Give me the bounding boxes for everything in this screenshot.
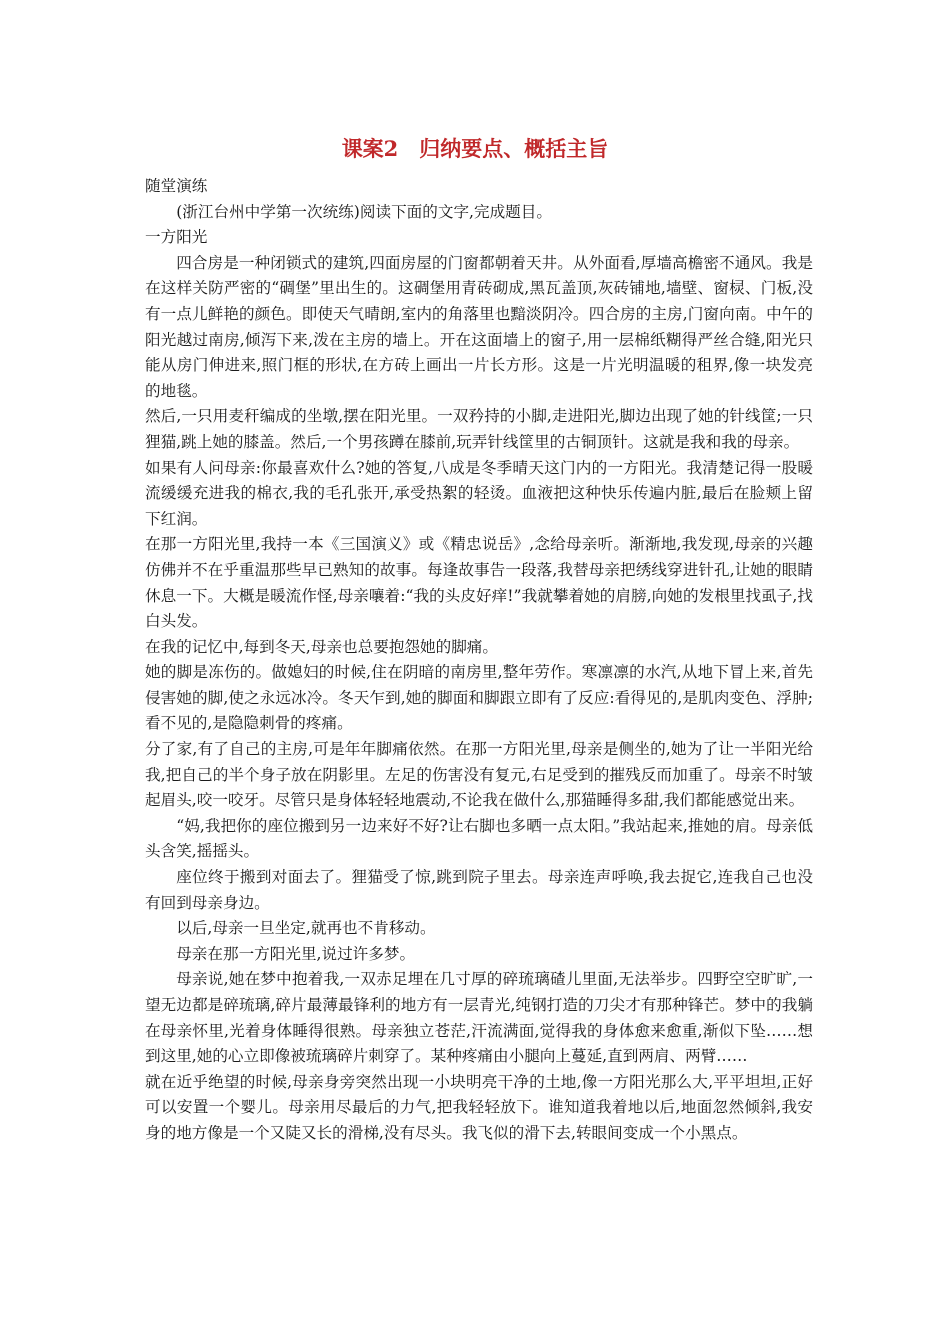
passage-paragraph: 在那一方阳光里,我持一本《三国演义》或《精忠说岳》,念给母亲听。渐渐地,我发现,母亲的兴趣仿佛并不在乎重温那些早已熟知的故事。每逢故事告一段落,我替母亲把绣线穿进针孔,让她的眼睛休息一下。大概是暖流作怪,母亲嚷着:“我的头皮好痒!”我就攀着她的肩膀,向她的发根里找虱子,找白头发。 bbox=[145, 535, 813, 631]
exercise-instruction: (浙江台州中学第一次统练)阅读下面的文字,完成题目。 bbox=[176, 202, 552, 221]
passage-paragraph: 就在近乎绝望的时候,母亲身旁突然出现一小块明亮干净的土地,像一方阳光那么大,平平坦坦,正好可以安置一个婴儿。母亲用尽最后的力气,把我轻轻放下。谁知道我着地以后,地面忽然倾斜,我安身的地方像是一个又陡又长的滑梯,没有尽头。我飞似的滑下去,转眼间变成一个小黑点。 bbox=[145, 1072, 813, 1142]
passage-title: 一方阳光 bbox=[145, 228, 208, 247]
passage-paragraph: 座位终于搬到对面去了。狸猫受了惊,跳到院子里去。母亲连声呼唤,我去捉它,连我自己也没有回到母亲身边。 bbox=[145, 868, 813, 912]
passage-paragraph: 母亲说,她在梦中抱着我,一双赤足埋在几寸厚的碎琉璃碴儿里面,无法举步。四野空空旷旷,一望无边都是碎琉璃,碎片最薄最锋利的地方有一层青光,纯钢打造的刀尖才有那种锋芒。梦中的我躺在母亲怀里,光着身体睡得很熟。母亲独立苍茫,汗流满面,觉得我的身体愈来愈重,渐似下坠……想到这里,她的心立即像被琉璃碎片刺穿了。某种疼痛由小腿向上蔓延,直到两肩、两臂…… bbox=[145, 970, 813, 1066]
section-label: 随堂演练 bbox=[145, 177, 208, 195]
passage-paragraph: 然后,一只用麦秆编成的坐墩,摆在阳光里。一双矜持的小脚,走进阳光,脚边出现了她的针线筐;一只狸猫,跳上她的膝盖。然后,一个男孩蹲在膝前,玩弄针线筐里的古铜顶针。这就是我和我的母亲。 bbox=[145, 407, 813, 451]
passage-paragraphs bbox=[145, 251, 813, 1147]
passage-paragraph: 四合房是一种闭锁式的建筑,四面房屋的门窗都朝着天井。从外面看,厚墙高檐密不通风。我是在这样关防严密的“碉堡”里出生的。这碉堡用青砖砌成,黑瓦盖顶,灰砖铺地,墙壁、窗棂、门板,没有一点儿鲜艳的颜色。即使天气晴朗,室内的角落里也黯淡阴冷。四合房的主房,门窗向南。中午的阳光越过南房,倾泻下来,泼在主房的墙上。开在这面墙上的窗子,用一层棉纸糊得严丝合缝,阳光只能从房门伸进来,照门框的形状,在方砖上画出一片长方形。这是一片光明温暖的租界,像一块发亮的地毯。 bbox=[145, 253, 813, 400]
document-body bbox=[145, 174, 813, 1147]
page-title: 课案2 归纳要点、概括主旨 bbox=[341, 136, 609, 161]
passage-paragraph: 母亲在那一方阳光里,说过许多梦。 bbox=[176, 944, 416, 963]
passage-paragraph: 在我的记忆中,每到冬天,母亲也总要抱怨她的脚痛。 bbox=[145, 637, 498, 656]
passage-paragraph: 她的脚是冻伤的。做媳妇的时候,住在阴暗的南房里,整年劳作。寒凛凛的水汽,从地下冒上来,首先侵害她的脚,使之永远冰冷。冬天乍到,她的脚面和脚跟立即有了反应:看得见的,是肌肉变色、浮肿;看不见的,是隐隐刺骨的疼痛。 bbox=[145, 663, 813, 733]
passage-paragraph: 如果有人问母亲:你最喜欢什么?她的答复,八成是冬季晴天这门内的一方阳光。我清楚记得一股暖流缓缓充进我的棉衣,我的毛孔张开,承受热絮的轻烫。血液把这种快乐传遍内脏,最后在脸颊上留下红润。 bbox=[145, 458, 813, 528]
passage-paragraph: 分了家,有了自己的主房,可是年年脚痛依然。在那一方阳光里,母亲是侧坐的,她为了让一半阳光给我,把自己的半个身子放在阴影里。左足的伤害没有复元,右足受到的摧残反而加重了。母亲不时皱起眉头,咬一咬牙。尽管只是身体轻轻地震动,不论我在做什么,那猫睡得多甜,我们都能感觉出来。 bbox=[145, 740, 813, 810]
passage-paragraph: “妈,我把你的座位搬到另一边来好不好?让右脚也多晒一点太阳。”我站起来,推她的肩。母亲低头含笑,摇摇头。 bbox=[145, 816, 813, 861]
passage-paragraph: 以后,母亲一旦坐定,就再也不肯移动。 bbox=[176, 919, 436, 938]
